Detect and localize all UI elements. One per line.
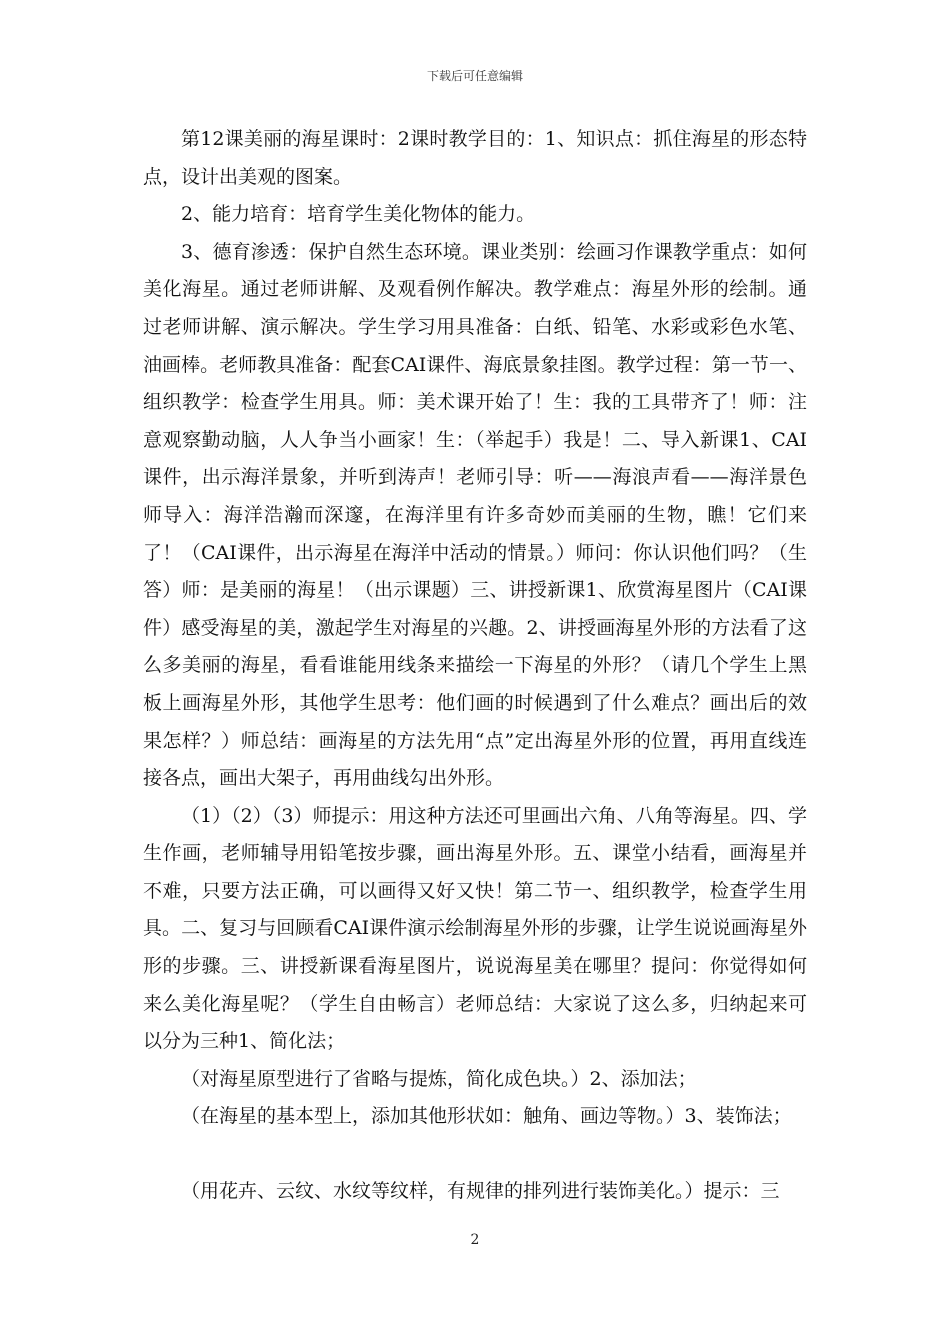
paragraph-teaching-process: 3、德育渗透：保护自然生态环境。课业类别：绘画习作课教学重点：如何美化海星。通过老师讲解、及观看例作解决。教学难点：海星外形的绘制。通过老师讲解、演示解决。学生学习用具准备：白纸、铅笔、水彩或彩色水笔、油画棒。老师教具准备：配套CAI课件、海底景象挂图。教学过程：第一节一、组织教学：检查学生用具。师：美术课开始了！生：我的工具带齐了！师：注意观察勤动脑，人人争当小画家！生：（举起手）我是！二、导入新课1、CAI课件，出示海洋景象，并听到涛声！老师引导：听——海浪声看——海洋景色师导入：海洋浩瀚而深邃，在海洋里有许多奇妙而美丽的生物，瞧！它们来了！（CAI课件，出示海星在海洋中活动的情景。）师问：你认识他们吗？（生答）师：是美丽的海星！（出示课题）三、讲授新课1、欣赏海星图片（CAI课件）感受海星的美，激起学生对海星的兴趣。2、讲授画海星外形的方法看了这么多美丽的海星，看看谁能用线条来描绘一下海星的外形？（请几个学生上黑板上画海星外形，其他学生思考：他们画的时候遇到了什么难点？画出后的效果怎样？）师总结：画海星的方法先用“点”定出海星外形的位置，再用直线连接各点，画出大架子，再用曲线勾出外形。 (143, 240, 807, 790)
paragraph-simplify-method: （对海星原型进行了省略与提炼，简化成色块。）2、添加法； (181, 1067, 697, 1090)
page-header: 下载后可任意编辑 (426, 69, 523, 83)
paragraph-lesson-intro: 第12课美丽的海星课时：2课时教学目的：1、知识点：抓住海星的形态特点，设计出美观的图案。 (143, 128, 807, 188)
page-number: 2 (470, 1232, 480, 1248)
paragraph-second-section: （1）（2）（3）师提示：用这种方法还可里画出六角、八角等海星。四、学生作画，老师辅导用铅笔按步骤，画出海星外形。五、课堂小结看，画海星并不难，只要方法正确，可以画得又好又快！第二节一、组织教学，检查学生用具。二、复习与回顾看CAI课件演示绘制海星外形的步骤，让学生说说画海星外形的步骤。三、讲授新课看海星图片，说说海星美在哪里？提问：你觉得如何来么美化海星呢？（学生自由畅言）老师总结：大家说了这么多，归纳起来可以分为三种1、简化法； (143, 804, 807, 1053)
paragraph-add-method: （在海星的基本型上，添加其他形状如：触角、画边等物。）3、装饰法； (181, 1105, 792, 1128)
paragraph-decorate-method: （用花卉、云纹、水纹等纹样，有规律的排列进行装饰美化。）提示：三 (181, 1180, 780, 1203)
paragraph-ability: 2、能力培育：培育学生美化物体的能力。 (181, 203, 536, 226)
document-body (143, 121, 807, 1211)
